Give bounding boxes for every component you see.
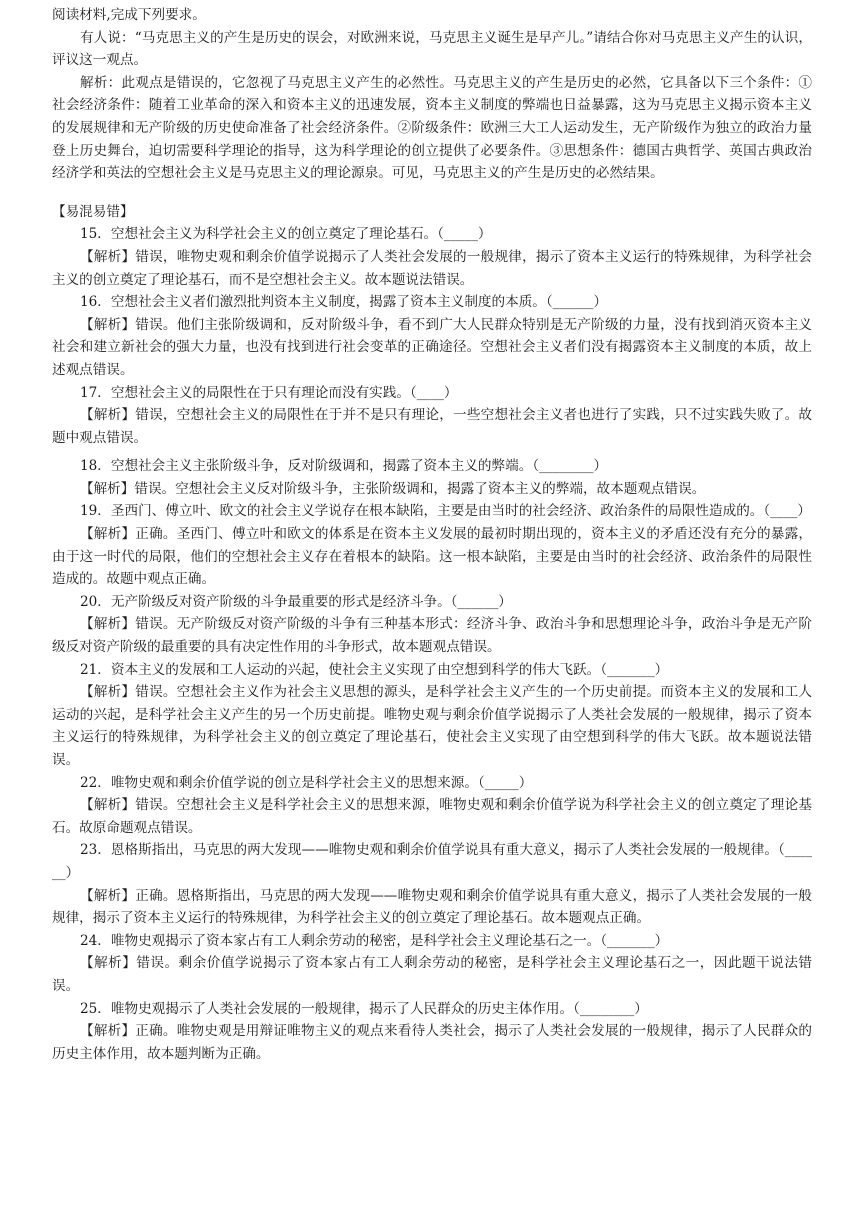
- answer-text: 【解析】错误。空想社会主义反对阶级斗争，主张阶级调和，揭露了资本主义的弊端，故本题观点错误。: [80, 480, 706, 497]
- question-item-25: [52, 998, 812, 1066]
- answer-text: 【解析】错误。剩余价值学说揭示了资本家占有工人剩余劳动的秘密，是科学社会主义理论基石之一，因此题干说法错误。: [52, 955, 812, 994]
- question-text: 17．空想社会主义的局限性在于只有理论而没有实践。（____）: [80, 384, 458, 401]
- question-text: 15．空想社会主义为科学社会主义的创立奠定了理论基石。（_____）: [80, 226, 492, 243]
- question-item-20: [52, 591, 812, 659]
- question-item-17: [52, 382, 812, 450]
- question-text: 20．无产阶级反对资产阶级的斗争最重要的形式是经济斗争。（______）: [80, 593, 512, 610]
- answer-text: 【解析】错误。空想社会主义是科学社会主义的思想来源，唯物史观和剩余价值学说为科学社会主义的创立奠定了理论基石。故原命题观点错误。: [52, 797, 812, 836]
- question-item-23: [52, 839, 812, 929]
- question-text: 22．唯物史观和剩余价值学说的创立是科学社会主义的思想来源。（_____）: [80, 774, 533, 791]
- question-item-16: [52, 291, 812, 381]
- question-text: 23．恩格斯指出，马克思的两大发现——唯物史观和剩余价值学说具有重大意义，揭示了人类社会发展的一般规律。（______）: [52, 842, 812, 881]
- question-text: 21．资本主义的发展和工人运动的兴起，使社会主义实现了由空想到科学的伟大飞跃。（_______）: [80, 661, 669, 678]
- question-text: 18．空想社会主义主张阶级斗争，反对阶级调和，揭露了资本主义的弊端。（________）: [80, 458, 608, 475]
- question-item-18: [52, 455, 812, 500]
- question-item-15: [52, 223, 812, 291]
- question-list: [52, 223, 812, 1065]
- question-text: 16．空想社会主义者们激烈批判资本主义制度，揭露了资本主义制度的本质。（______）: [80, 294, 608, 311]
- question-text: 24．唯物史观揭示了资本家占有工人剩余劳动的秘密，是科学社会主义理论基石之一。（_______）: [80, 932, 669, 949]
- question-item-24: [52, 930, 812, 998]
- analysis-text: 解析：此观点是错误的，它忽视了马克思主义产生的必然性。马克思主义的产生是历史的必然，它具备以下三个条件：①社会经济条件：随着工业革命的深入和资本主义的迅速发展，资本主义制度的弊端也日益暴露，这为马克思主义揭示资本主义的发展规律和无产阶级的历史使命准备了社会经济条件。②阶级条件：欧洲三大工人运动发生，无产阶级作为独立的政治力量登上历史舞台，迫切需要科学理论的指导，这为科学理论的创立提供了必要条件。③思想条件：德国古典哲学、英国古典政治经济学和英法的空想社会主义是马克思主义的理论源泉。可见，马克思主义的产生是历史的必然结果。: [52, 74, 812, 182]
- answer-text: 【解析】正确。唯物史观是用辩证唯物主义的观点来看待人类社会，揭示了人类社会发展的一般规律，揭示了人民群众的历史主体作用，故本题判断为正确。: [52, 1023, 812, 1062]
- question-text: 25．唯物史观揭示了人类社会发展的一般规律，揭示了人民群众的历史主体作用。（________）: [80, 1000, 648, 1017]
- section-heading: 【易混易错】: [52, 203, 134, 220]
- document-page: [52, 4, 812, 1065]
- question-item-21: [52, 659, 812, 772]
- answer-text: 【解析】错误，唯物史观和剩余价值学说揭示了人类社会发展的一般规律，揭示了资本主义运行的特殊规律，为科学社会主义的创立奠定了理论基石，而不是空想社会主义。故本题说法错误。: [52, 248, 812, 288]
- question-item-19: [52, 500, 812, 590]
- answer-text: 【解析】错误。他们主张阶级调和，反对阶级斗争，看不到广大人民群众特别是无产阶级的力量，没有找到消灭资本主义社会和建立新社会的强大力量，也没有找到进行社会变革的正确途径。空想社会主义者们没有揭露资本主义制度的本质，故上述观点错误。: [52, 316, 812, 378]
- spacer: [52, 185, 812, 201]
- answer-text: 【解析】正确。恩格斯指出，马克思的两大发现——唯物史观和剩余价值学说具有重大意义，揭示了人类社会发展的一般规律，揭示了资本主义运行的特殊规律，为科学社会主义的创立奠定了理论基石。故本题观点正确。: [52, 887, 812, 927]
- answer-text: 【解析】错误。空想社会主义作为社会主义思想的源头，是科学社会主义产生的一个历史前提。而资本主义的发展和工人运动的兴起，是科学社会主义产生的另一个历史前提。唯物史观与剩余价值学说揭示了人类社会发展的一般规律，揭示了资本主义运行的特殊规律，为科学社会主义的创立奠定了理论基石，使社会主义实现了由空想到科学的伟大飞跃。故本题说法错误。: [52, 684, 812, 768]
- answer-text: 【解析】错误。无产阶级反对资产阶级的斗争有三种基本形式：经济斗争、政治斗争和思想理论斗争，政治斗争是无产阶级反对资产阶级的最重要的具有决定性作用的斗争形式，故本题观点错误。: [52, 616, 812, 656]
- answer-text: 【解析】正确。圣西门、傅立叶和欧文的体系是在资本主义发展的最初时期出现的，资本主义的矛盾还没有充分的暴露，由于这一时代的局限，他们的空想社会主义存在着根本的缺陷。这一根本缺陷，主要是由当时的社会经济、政治条件的局限性造成的。故题中观点正确。: [52, 526, 812, 588]
- answer-text: 【解析】错误，空想社会主义的局限性在于并不是只有理论，一些空想社会主义者也进行了实践，只不过实践失败了。故题中观点错误。: [52, 407, 812, 446]
- material-text: 有人说：“马克思主义的产生是历史的误会，对欧洲来说，马克思主义诞生是早产儿。”请结合你对马克思主义产生的认识，评议这一观点。: [52, 29, 812, 69]
- question-text: 19．圣西门、傅立叶、欧文的社会主义学说存在根本缺陷，主要是由当时的社会经济、政治条件的局限性造成的。（____）: [80, 503, 811, 520]
- instruction-text: 阅读材料,完成下列要求。: [52, 7, 206, 23]
- question-item-22: [52, 772, 812, 840]
